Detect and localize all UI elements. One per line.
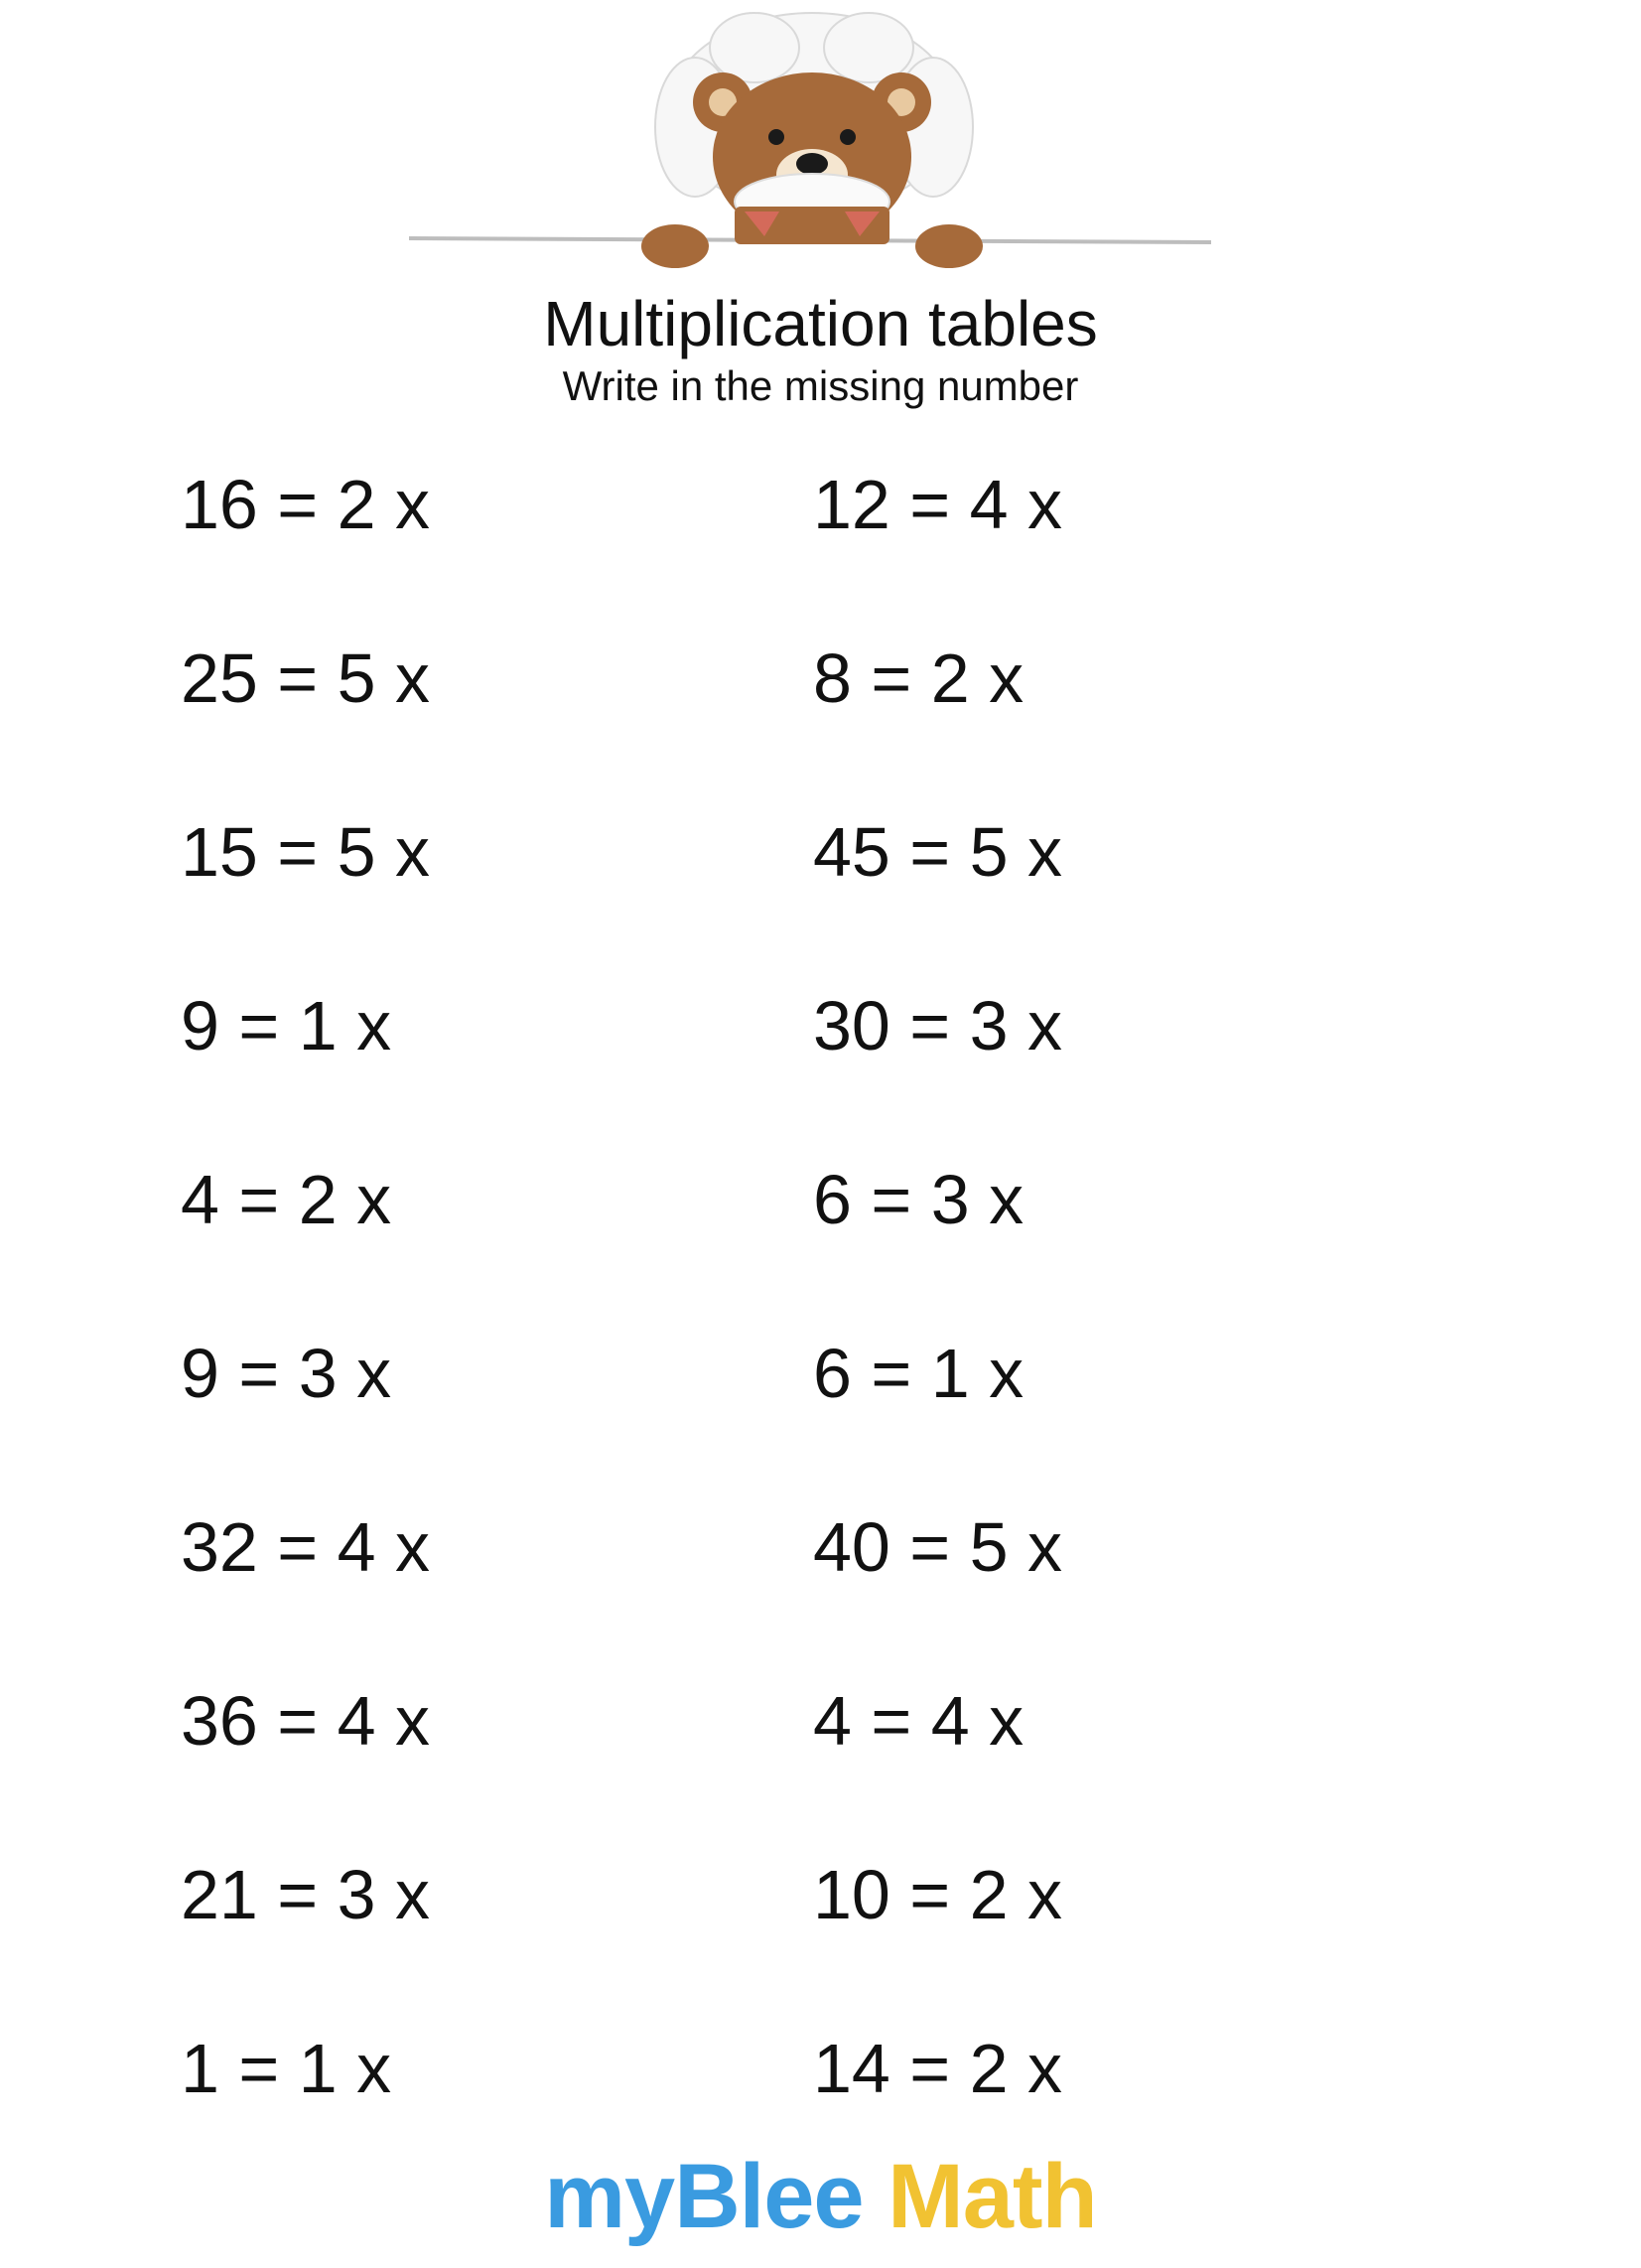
problem-item: 45 = 5 x (813, 813, 1063, 891)
problem-item: 12 = 4 x (813, 466, 1063, 543)
problem-item: 4 = 4 x (813, 1682, 1025, 1760)
problem-grid (181, 457, 1471, 2195)
worksheet-title: Multiplication tables (543, 288, 1098, 359)
problem-item: 6 = 1 x (813, 1335, 1025, 1412)
problem-item: 36 = 4 x (181, 1682, 431, 1760)
problem-item: 9 = 3 x (181, 1335, 392, 1412)
problem-item: 4 = 2 x (181, 1161, 392, 1238)
worksheet-subtitle: Write in the missing number (562, 362, 1079, 409)
brand-logo (0, 2145, 1641, 2248)
problem-item: 25 = 5 x (181, 639, 431, 717)
logo-text-primary: myBlee (544, 2146, 864, 2247)
problem-item: 14 = 2 x (813, 2030, 1063, 2107)
bear-mascot-icon (407, 8, 1221, 276)
problem-item: 6 = 3 x (813, 1161, 1025, 1238)
problem-item: 9 = 1 x (181, 987, 392, 1064)
problem-item: 16 = 2 x (181, 466, 431, 543)
problem-item: 10 = 2 x (813, 1856, 1063, 1933)
problem-item: 21 = 3 x (181, 1856, 431, 1933)
problem-item: 30 = 3 x (813, 987, 1063, 1064)
problem-item: 32 = 4 x (181, 1508, 431, 1586)
logo-text-secondary: Math (888, 2146, 1097, 2247)
worksheet-header (0, 288, 1641, 411)
problem-item: 1 = 1 x (181, 2030, 392, 2107)
problem-item: 15 = 5 x (181, 813, 431, 891)
problem-item: 8 = 2 x (813, 639, 1025, 717)
problem-item: 40 = 5 x (813, 1508, 1063, 1586)
